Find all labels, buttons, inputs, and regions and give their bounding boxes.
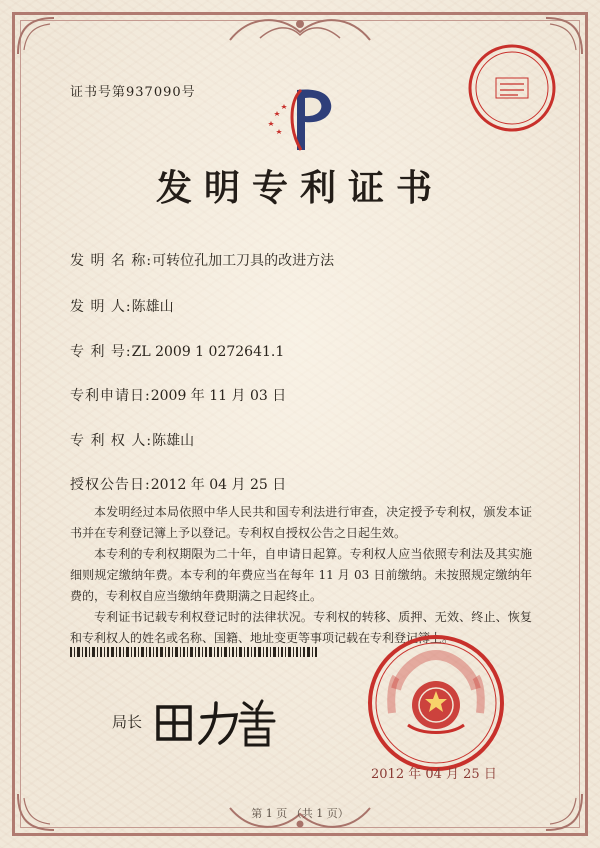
field-label: 专 利 权 人: (70, 433, 153, 449)
paragraph-examination: 本发明经过本局依照中华人民共和国专利法进行审查，决定授予专利权，颁发本证书并在专利登记簿上予以登记。专利权自授权公告之日起生效。 (70, 505, 532, 540)
document-title: 发明专利证书 (155, 167, 444, 209)
patent-office-logo-icon (255, 82, 345, 162)
field-inventor (70, 296, 174, 316)
field-patentee (70, 430, 194, 450)
paragraph-term: 本专利的专利权期限为二十年，自申请日起算。专利权人应当依照专利法及其实施细则规定缴纳年费。本专利的年费应当在每年 11 月 03 日前缴纳。未按照规定缴纳年费的，专利权自应当缴纳年费期满之日起终止。 (70, 547, 532, 603)
field-value: 2009 年 11 月 03 日 (150, 388, 287, 404)
field-value: ZL 2009 1 0272641.1 (131, 344, 285, 360)
corner-ornament-icon (14, 14, 60, 60)
field-label: 发 明 名 称: (70, 253, 153, 269)
field-grant-date (70, 474, 286, 494)
director-label: 局长 (112, 713, 143, 731)
page-number: 第 1 页 （共 1 页） (251, 807, 349, 820)
field-label: 专利申请日: (70, 388, 151, 404)
field-label: 专 利 号: (70, 344, 132, 360)
agency-stamp-icon (466, 42, 558, 134)
field-value: 陈雄山 (152, 433, 195, 449)
field-label: 发 明 人: (70, 299, 132, 315)
field-value: 陈雄山 (131, 299, 174, 315)
field-patent-number (70, 341, 284, 361)
barcode-icon (70, 647, 320, 657)
paragraph-legal-status: 专利证书记载专利权登记时的法律状况。专利权的转移、质押、无效、终止、恢复和专利权人的姓名或名称、国籍、地址变更等事项记载在专利登记簿上。 (70, 610, 532, 645)
field-label: 授权公告日: (70, 477, 151, 493)
top-ornament-icon (220, 10, 380, 50)
official-seal-icon (366, 633, 506, 773)
field-value: 可转位孔加工刀具的改进方法 (152, 253, 335, 269)
field-value: 2012 年 04 月 25 日 (150, 477, 287, 493)
issue-date: 2012 年 04 月 25 日 (371, 767, 497, 782)
director-signature (150, 693, 280, 749)
field-invention-name (70, 250, 334, 270)
field-application-date (70, 385, 286, 405)
certificate-number: 证书号第937090号 (70, 85, 196, 100)
